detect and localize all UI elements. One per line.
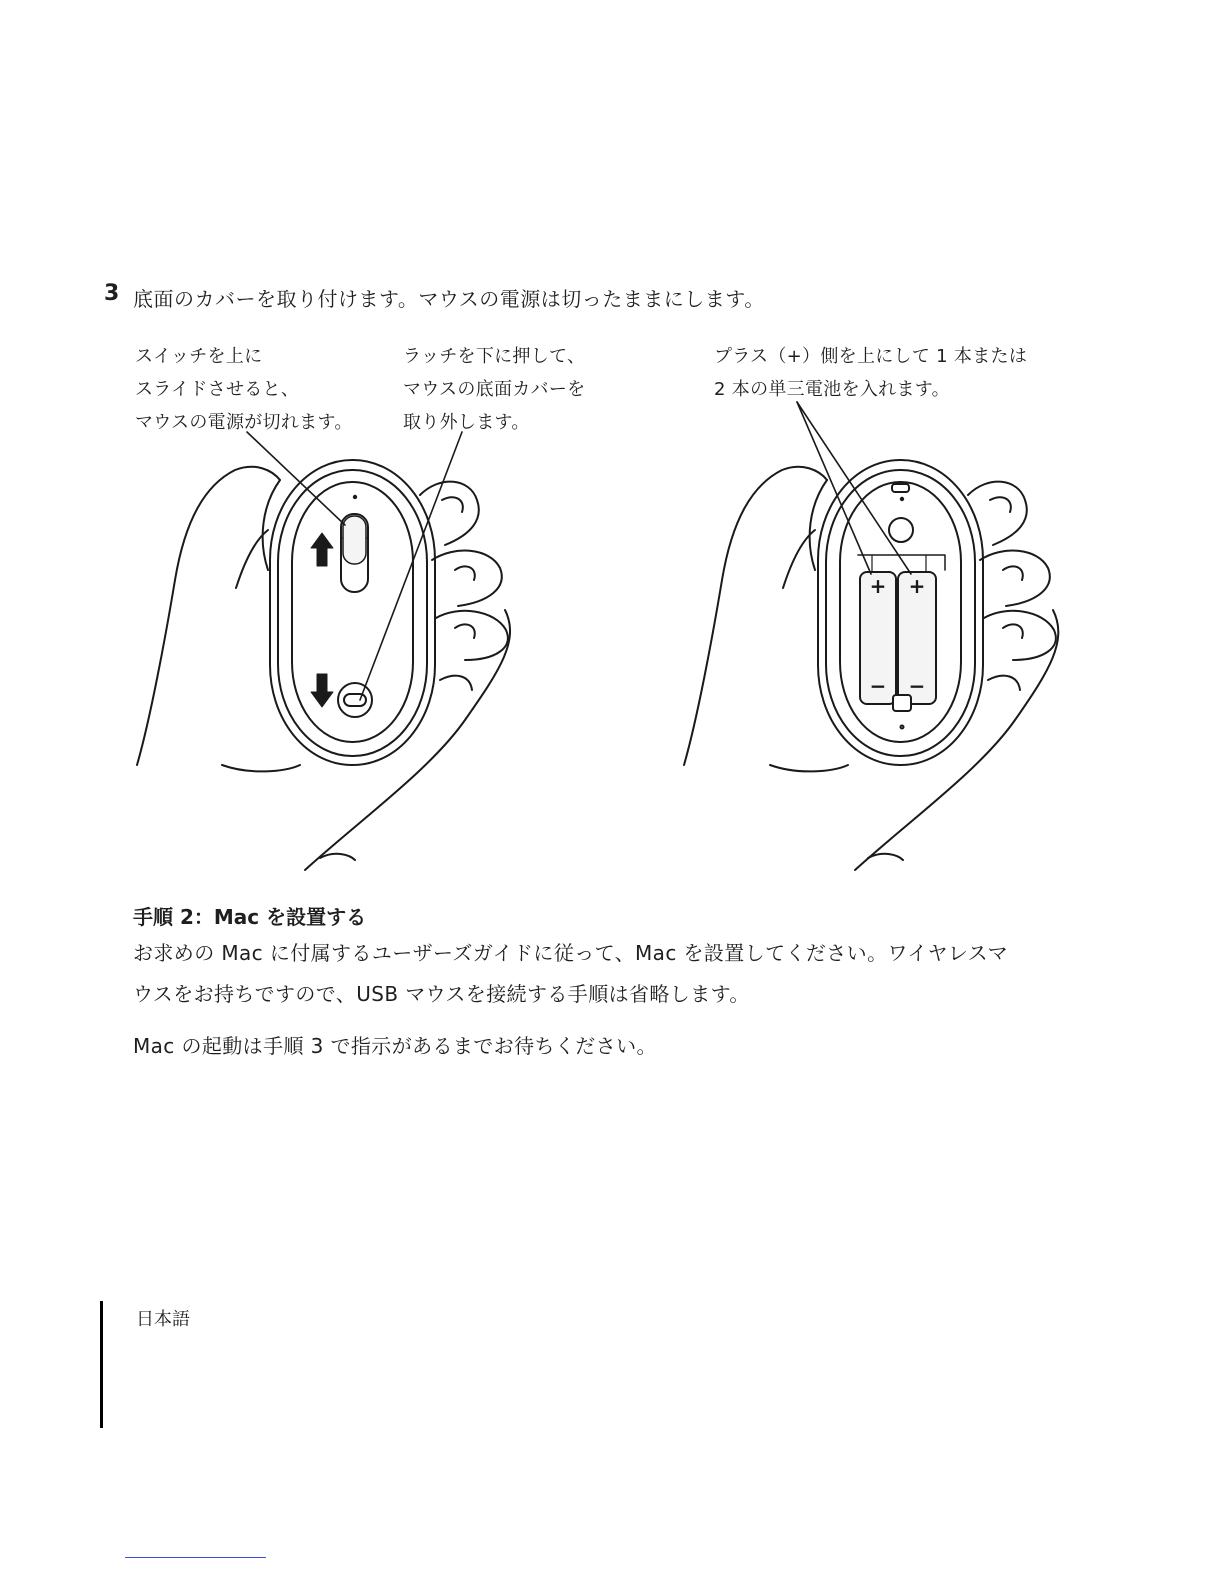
leader-line xyxy=(247,432,345,525)
leader-line xyxy=(797,402,871,574)
paragraph-line: Mac の起動は手順 3 で指示があるまでお待ちください。 xyxy=(133,1034,657,1058)
mouse-bottom-closed xyxy=(270,460,435,765)
minus-mark: − xyxy=(908,674,926,698)
hand-left-illustration xyxy=(137,467,510,870)
paragraph-line: お求めの Mac に付属するユーザーズガイドに従って、Mac を設置してください。ワイヤレスマ xyxy=(133,941,1009,965)
callout-line: プラス（+）側を上にして 1 本または xyxy=(714,346,1028,367)
minus-mark: − xyxy=(869,674,887,698)
plus-mark: + xyxy=(908,574,926,598)
leader-line xyxy=(797,402,911,574)
leader-line xyxy=(360,432,462,700)
paragraph-line: ウスをお持ちですので、USB マウスを接続する手順は省略します。 xyxy=(133,982,750,1006)
arrow-down-icon xyxy=(311,674,333,707)
plus-mark: + xyxy=(869,574,887,598)
callout-line: マウスの電源が切れます。 xyxy=(135,412,353,433)
mouse-bottom-open xyxy=(818,460,983,765)
step-number: 3 xyxy=(104,281,120,306)
page-link-underline xyxy=(125,1557,266,1558)
callout-line: 2 本の単三電池を入れます。 xyxy=(714,379,950,400)
body-paragraph xyxy=(133,933,1008,1015)
callout-line: マウスの底面カバーを xyxy=(403,379,586,400)
callout-line: スイッチを上に xyxy=(135,346,263,367)
step-instruction: 底面のカバーを取り付けます。マウスの電源は切ったままにします。 xyxy=(133,287,765,311)
language-label: 日本語 xyxy=(136,1309,190,1330)
callout-line: 取り外します。 xyxy=(403,412,530,433)
footer-rule xyxy=(100,1301,103,1428)
callout-line: ラッチを下に押して、 xyxy=(403,346,586,367)
callout-line: スライドさせると、 xyxy=(135,379,300,400)
section-heading: 手順 2：Mac を設置する xyxy=(133,905,367,929)
arrow-up-icon xyxy=(311,533,333,566)
body-paragraph xyxy=(133,1026,657,1067)
